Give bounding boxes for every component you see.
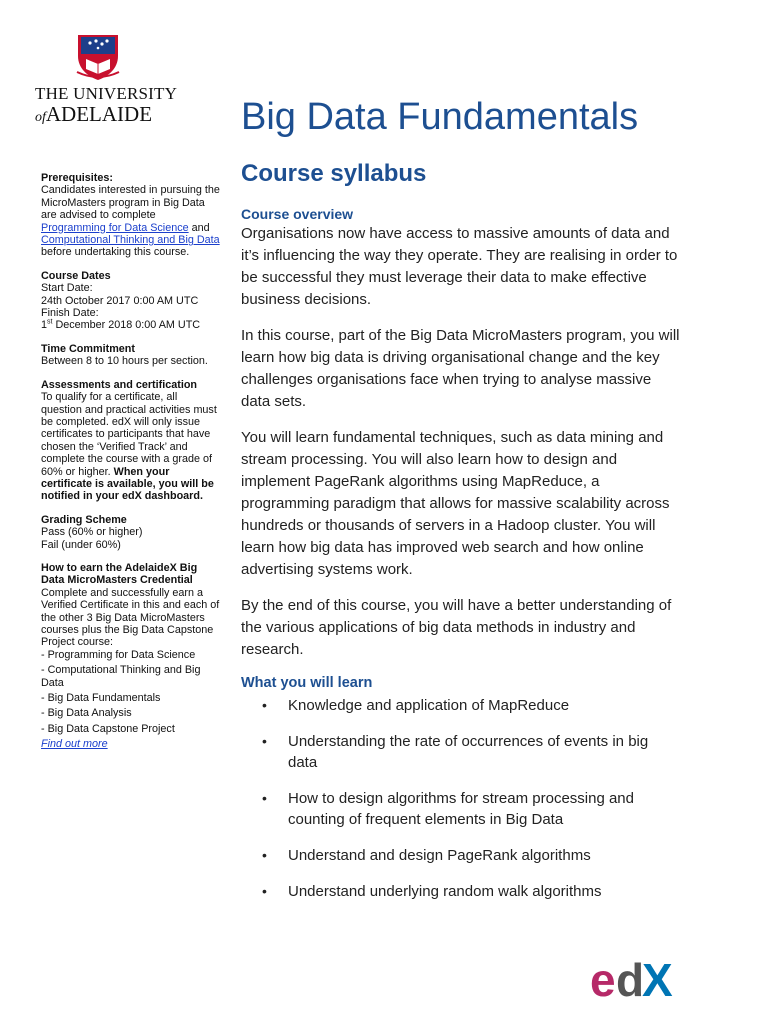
edx-logo-icon [590, 952, 690, 1002]
list-item [241, 788, 681, 830]
university-adelaide: ADELAIDE [45, 102, 153, 126]
svg-text:d: d [616, 954, 645, 1002]
finish-date-label: Finish Date: [41, 307, 99, 320]
course-dates-heading: Course Dates [41, 269, 111, 282]
find-out-more-link[interactable]: Find out more [41, 738, 108, 751]
assessments-heading: Assessments and certification [41, 378, 198, 391]
list-item: - Big Data Capstone Project [41, 722, 175, 735]
university-name-line1: THE UNIVERSITY [35, 84, 178, 103]
assessments-section [41, 379, 221, 503]
overview-paragraph: Organisations now have access to massive amounts of data and it’s influencing the way they operate. They are realising in order to be successful they must leverage their data to make effective business decisions. [241, 225, 678, 308]
programming-for-data-science-link[interactable]: Programming for Data Science [41, 221, 189, 234]
svg-text:X: X [642, 954, 673, 1002]
finish-date-value [41, 319, 221, 331]
start-date-value: 24th October 2017 0:00 AM UTC [41, 294, 199, 307]
list-item: - Programming for Data Science [41, 648, 196, 661]
time-commitment-text: Between 8 to 10 hours per section. [41, 355, 208, 368]
university-name-line2 [35, 102, 175, 127]
main-content [241, 160, 681, 917]
grading-heading: Grading Scheme [41, 513, 127, 526]
list-item-text: Understand underlying random walk algorithms [288, 883, 602, 900]
list-item [241, 695, 681, 716]
bullet-icon: • [262, 847, 267, 863]
overview-paragraph: In this course, part of the Big Data MicroMasters program, you will learn how big data is driving organisational change and the key challenges organisations face when trying to analyse massive data sets. [241, 327, 680, 410]
what-you-will-learn-heading: What you will learn [241, 675, 373, 691]
course-dates-section [41, 270, 221, 332]
list-item-text: Understand and design PageRank algorithms [288, 847, 591, 864]
overview-heading: Course overview [241, 206, 354, 222]
overview-paragraph: You will learn fundamental techniques, such as data mining and stream processing. You will also learn how to design and implement PageRank algorithms using MapReduce, a programming paradigm that allows for massive scalability across hundreds or thousands of servers in a Hadoop cluster. You will learn how big data has improved web search and how online advertising systems work. [241, 429, 670, 578]
credential-section [41, 562, 221, 751]
prerequisites-section [41, 172, 221, 259]
university-crest-icon [73, 32, 123, 82]
document-title: Big Data Fundamentals [241, 96, 639, 138]
university-of: of [35, 110, 46, 125]
grading-section [41, 514, 221, 551]
list-item [241, 731, 681, 773]
list-item-text: Understanding the rate of occurrences of events in big data [288, 733, 649, 771]
assessments-body: To qualify for a certificate, all question and practical activities must be completed. edX will only issue certificates to participants that have chosen the ‘Verified Track’ and complete the course with a grade of 60% or higher. [41, 391, 217, 478]
finish-date-day: 1 [41, 319, 48, 332]
list-item [241, 881, 681, 902]
overview-paragraph: By the end of this course, you will have a better understanding of the various applications of big data methods in industry and research. [241, 597, 672, 658]
list-item [241, 845, 681, 866]
prerequisites-text-after: before undertaking this course. [41, 246, 190, 259]
grading-pass: Pass (60% or higher) [41, 526, 143, 539]
prerequisites-heading: Prerequisites: [41, 172, 114, 184]
assessments-text [41, 391, 221, 503]
credential-heading: How to earn the AdelaideX Big Data MicroMasters Credential [41, 561, 198, 587]
bullet-icon: • [262, 697, 267, 713]
list-item-text: How to design algorithms for stream processing and counting of frequent elements in Big Data [288, 790, 634, 828]
list-item-text: Knowledge and application of MapReduce [288, 697, 570, 714]
sidebar [41, 172, 221, 762]
list-item: - Big Data Fundamentals [41, 692, 161, 705]
learning-outcomes-list [241, 695, 681, 902]
bullet-icon: • [262, 883, 267, 899]
time-commitment-heading: Time Commitment [41, 342, 135, 355]
svg-text:e: e [590, 954, 616, 1002]
credential-text: Complete and successfully earn a Verified Certificate in this and each of the other 3 Big Data MicroMasters courses plus the Big Data Capstone Project course: [41, 586, 220, 649]
start-date-label: Start Date: [41, 282, 93, 295]
list-item: - Big Data Analysis [41, 707, 132, 720]
prerequisites-and: and [188, 221, 210, 234]
grading-fail: Fail (under 60%) [41, 538, 121, 551]
prerequisites-text-before: Candidates interested in pursuing the MicroMasters program in Big Data are advised to complete [41, 184, 220, 222]
credential-course-list [41, 649, 221, 735]
bullet-icon: • [262, 733, 267, 749]
prerequisites-text [41, 184, 221, 258]
syllabus-heading: Course syllabus [241, 160, 427, 187]
time-commitment-section [41, 343, 221, 368]
assessments-notice: When your certificate is available, you will be notified in your edX dashboard. [41, 465, 214, 503]
finish-date-suffix: st [47, 318, 53, 326]
bullet-icon: • [262, 790, 267, 806]
list-item: - Computational Thinking and Big Data [41, 664, 201, 689]
finish-date-rest: December 2018 0:00 AM UTC [52, 319, 201, 332]
computational-thinking-link[interactable]: Computational Thinking and Big Data [41, 234, 220, 247]
